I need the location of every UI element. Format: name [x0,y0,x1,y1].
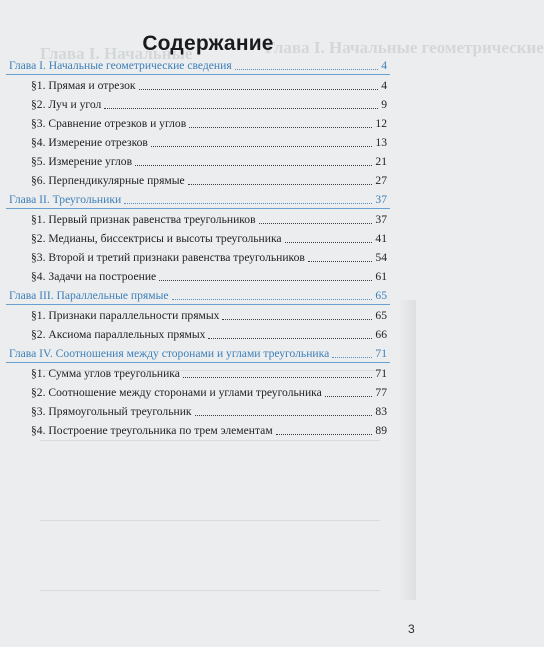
section-label: §4. Измерение отрезков [31,136,148,149]
chapter-underline [6,208,390,209]
toc-section[interactable] [31,267,387,284]
section-page: 21 [375,155,387,168]
leader-dots [172,299,373,300]
toc-section[interactable] [31,114,387,131]
leader-dots [124,203,372,204]
section-label: §2. Медианы, биссектрисы и высоты треугольника [31,232,282,245]
show-through-text: Глава I. Начальные [40,44,193,63]
section-page: 66 [375,328,387,341]
leader-dots [195,415,373,416]
show-through-rule [40,590,380,591]
section-page: 54 [375,251,387,264]
toc-section[interactable] [31,229,387,246]
leader-dots [189,127,372,128]
page-curl-shadow [398,300,416,600]
section-page: 89 [375,424,387,437]
toc-section[interactable] [31,306,387,323]
chapter-page: 37 [375,193,387,206]
section-label: §3. Прямоугольный треугольник [31,405,192,418]
chapter-underline [6,74,390,75]
leader-dots [183,377,373,378]
toc-chapter-2[interactable] [9,190,387,207]
section-label: §2. Луч и угол [31,98,102,111]
section-page: 41 [375,232,387,245]
toc-section[interactable] [31,76,387,93]
chapter-label: Глава I. Начальные геометрические сведения [9,59,232,72]
section-page: 12 [375,117,387,130]
section-page: 77 [375,386,387,399]
section-label: §4. Задачи на построение [31,270,157,283]
leader-dots [208,338,372,339]
toc-section[interactable] [31,402,387,419]
chapter-page: 71 [375,347,387,360]
chapter-underline [6,362,390,363]
toc-section[interactable] [31,383,387,400]
chapter-page: 65 [375,289,387,302]
toc-chapter-3[interactable] [9,286,387,303]
section-label: §5. Измерение углов [31,155,133,168]
leader-dots [222,319,372,320]
leader-dots [151,146,373,147]
section-page: 9 [381,98,387,111]
toc-section[interactable] [31,248,387,265]
section-label: §3. Сравнение отрезков и углов [31,117,187,130]
section-label: §1. Прямая и отрезок [31,79,136,92]
toc-chapter-1[interactable] [9,56,387,73]
section-page: 13 [375,136,387,149]
toc-chapter-4[interactable] [9,344,387,361]
toc-section[interactable] [31,152,387,169]
leader-dots [308,261,373,262]
leader-dots [104,108,378,109]
section-label: §1. Первый признак равенства треугольников [31,213,256,226]
show-through-rule [40,520,380,521]
section-label: §3. Второй и третий признаки равенства треугольников [31,251,305,264]
leader-dots [235,69,379,70]
leader-dots [188,184,373,185]
leader-dots [332,357,372,358]
section-page: 4 [381,79,387,92]
chapter-label: Глава III. Параллельные прямые [9,289,169,302]
section-label: §1. Сумма углов треугольника [31,367,180,380]
section-page: 65 [375,309,387,322]
section-page: 71 [375,367,387,380]
toc-section[interactable] [31,364,387,381]
toc-section[interactable] [31,421,387,438]
page-title: Содержание [142,32,274,55]
section-label: §2. Аксиома параллельных прямых [31,328,206,341]
toc-section[interactable] [31,95,387,112]
leader-dots [159,280,372,281]
chapter-label: Глава IV. Соотношения между сторонами и углами треугольника [9,347,330,360]
show-through-text: Глава I. Начальные геометрические [265,38,544,57]
leader-dots [139,89,379,90]
toc-section[interactable] [31,133,387,150]
section-label: §2. Соотношение между сторонами и углами треугольника [31,386,322,399]
chapter-label: Глава II. Треугольники [9,193,122,206]
leader-dots [325,396,373,397]
section-page: 83 [375,405,387,418]
leader-dots [276,434,373,435]
section-label: §1. Признаки параллельности прямых [31,309,220,322]
leader-dots [259,223,373,224]
page-number: 3 [408,622,415,636]
toc-section[interactable] [31,210,387,227]
chapter-page: 4 [381,59,387,72]
section-page: 37 [375,213,387,226]
section-label: §6. Перпендикулярные прямые [31,174,185,187]
leader-dots [135,165,372,166]
leader-dots [285,242,373,243]
chapter-underline [6,304,390,305]
section-page: 27 [375,174,387,187]
toc-section[interactable] [31,171,387,188]
show-through-rule [40,440,380,441]
toc-section[interactable] [31,325,387,342]
section-page: 61 [375,270,387,283]
section-label: §4. Построение треугольника по трем элементам [31,424,273,437]
